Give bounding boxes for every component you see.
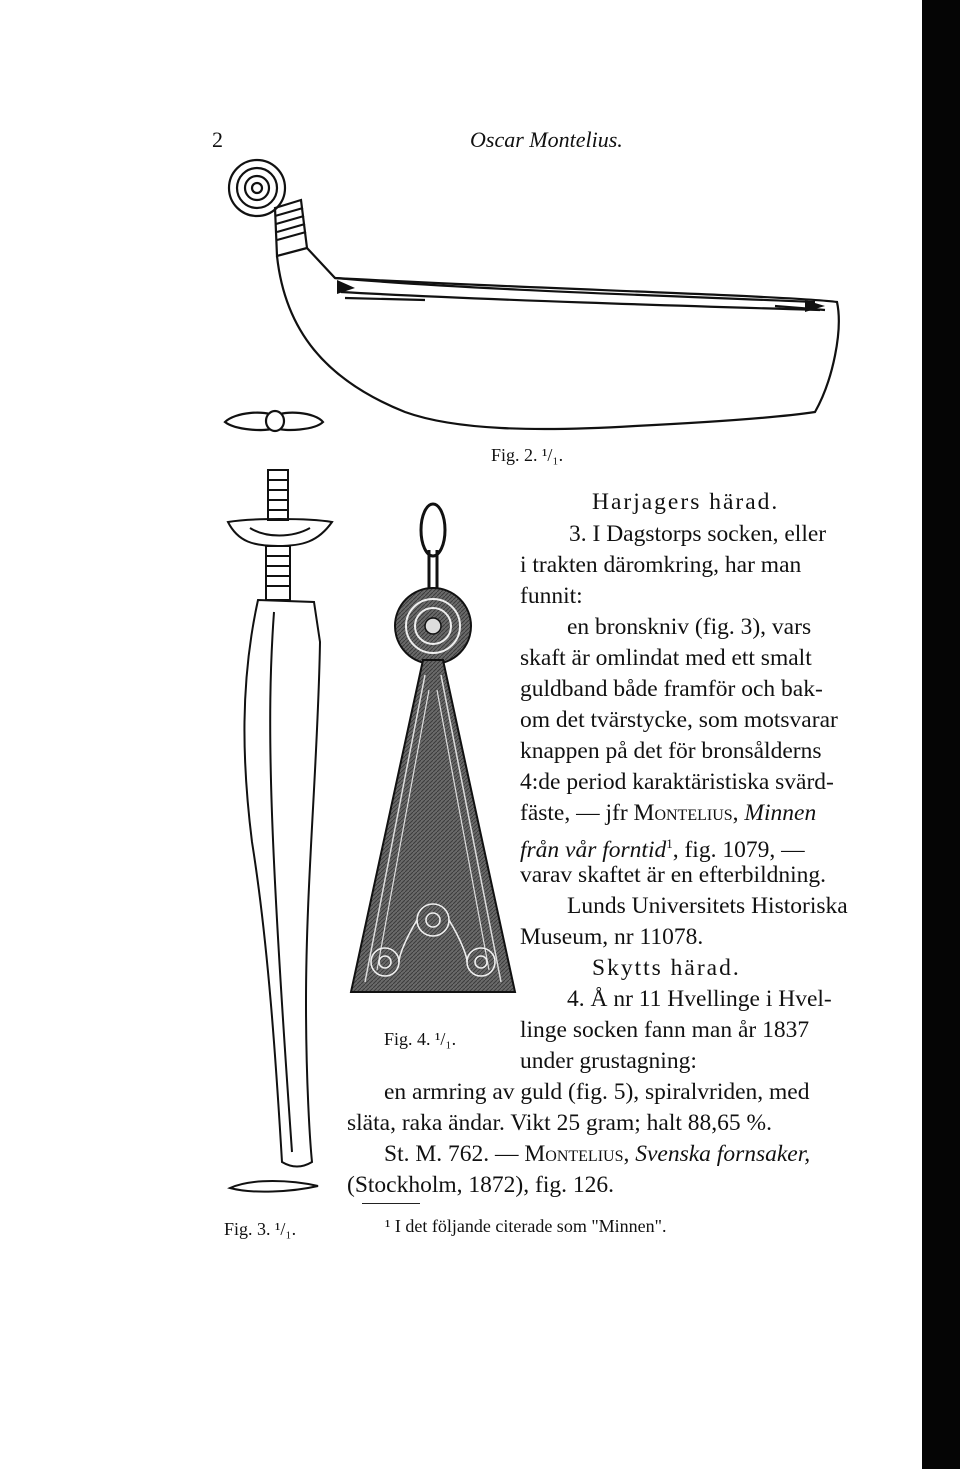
- body-line-reference: [520, 830, 805, 864]
- body-line: guldband både framför och bak-: [520, 676, 823, 702]
- author-name: Montelius,: [633, 800, 739, 826]
- body-line: Lunds Universitets Historiska: [567, 893, 848, 919]
- body-text: fäste, — jfr: [520, 800, 628, 826]
- footnote: ¹ I det följande citerade som "Minnen".: [385, 1216, 667, 1236]
- body-line: släta, raka ändar. Vikt 25 gram; halt 88,65 %.: [347, 1110, 772, 1136]
- fig3-caption: Fig. 3. ¹/₁.: [224, 1219, 297, 1239]
- body-line-reference: [384, 1140, 810, 1168]
- fig2-caption: Fig. 2. ¹/₁.: [491, 445, 564, 465]
- footnote-rule: [362, 1203, 420, 1204]
- running-head: Oscar Montelius.: [470, 127, 623, 152]
- book-title: Svenska fornsaker,: [635, 1141, 811, 1167]
- body-line: en armring av guld (fig. 5), spiralvriden, med: [384, 1079, 810, 1105]
- body-line: 4. Å nr 11 Hvellinge i Hvel-: [567, 986, 832, 1012]
- body-line-reference: [520, 799, 816, 827]
- body-line: i trakten däromkring, har man: [520, 552, 802, 578]
- body-text: , fig. 1079, —: [672, 836, 805, 863]
- author-name: Montelius,: [524, 1141, 630, 1167]
- body-line: en bronskniv (fig. 3), vars: [567, 614, 812, 640]
- fig4-caption: Fig. 4. ¹/₁.: [384, 1029, 457, 1049]
- body-line: varav skaftet är en efterbildning.: [520, 862, 827, 888]
- body-line: under grustagning:: [520, 1048, 697, 1074]
- body-line: knappen på det för bronsålderns: [520, 738, 822, 764]
- body-line: skaft är omlindat med ett smalt: [520, 645, 812, 671]
- footnote-marker: 1: [666, 836, 673, 851]
- body-line: funnit:: [520, 583, 583, 609]
- scan-edge: [922, 0, 960, 1469]
- body-line: (Stockholm, 1872), fig. 126.: [347, 1172, 614, 1198]
- book-title: Minnen: [744, 800, 817, 826]
- fig2-razor-illustration: [215, 150, 855, 450]
- body-line: Museum, nr 11078.: [520, 924, 704, 950]
- body-line: 4:de period karaktäristiska svärd-: [520, 769, 834, 795]
- body-line: linge socken fann man år 1837: [520, 1017, 810, 1043]
- fig3-knife-illustration: [222, 462, 342, 1207]
- body-line: om det tvärstycke, som motsvarar: [520, 707, 838, 733]
- section-heading-skytts: Skytts härad.: [592, 955, 741, 981]
- body-line: 3. I Dagstorps socken, eller: [569, 521, 827, 547]
- body-text: St. M. 762. —: [384, 1141, 519, 1167]
- section-heading-harjagers: Harjagers härad.: [592, 489, 780, 515]
- book-title: från vår forntid: [520, 836, 667, 863]
- fig4-pendant-illustration: [345, 500, 520, 1020]
- page-number: 2: [212, 127, 223, 152]
